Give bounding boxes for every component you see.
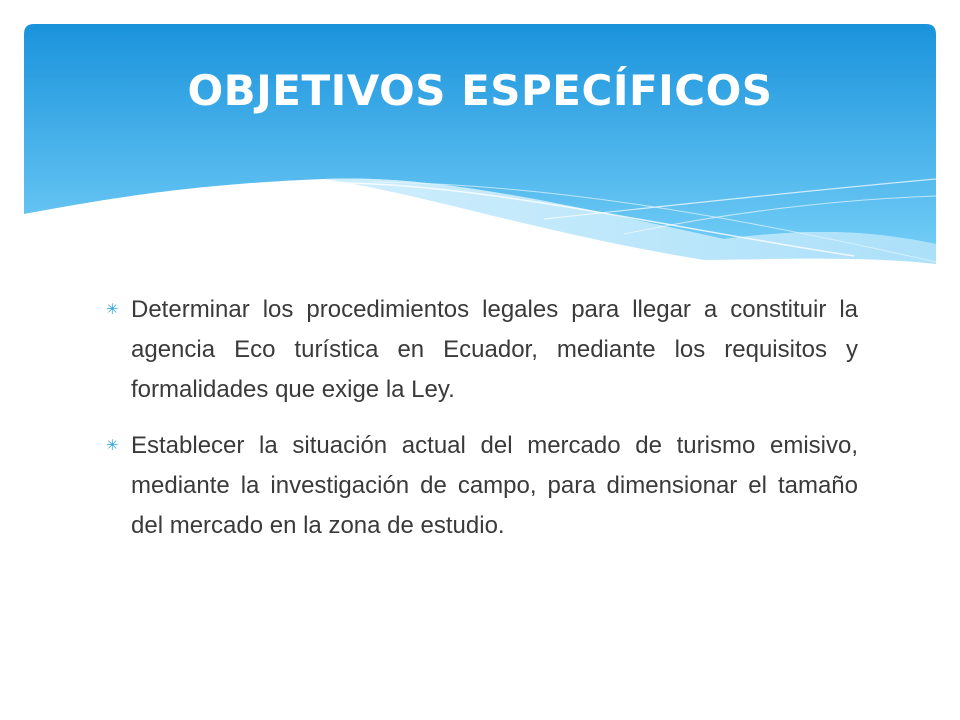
header-wave-banner (24, 24, 936, 274)
list-item (104, 426, 858, 546)
asterisk-icon: ✳ (106, 437, 119, 454)
slide-title: OBJETIVOS ESPECÍFICOS (187, 66, 773, 115)
bullet-text: Determinar los procedimientos legales para llegar a constituir la agencia Eco turística en Ecuador, mediante los requisitos y formalidades que exige la Ley. (131, 296, 858, 403)
asterisk-icon: ✳ (106, 301, 119, 318)
list-item (104, 290, 858, 410)
bullet-text: Establecer la situación actual del mercado de turismo emisivo, mediante la investigación de campo, para dimensionar el tamaño del mercado en la zona de estudio. (131, 432, 858, 539)
objectives-list (104, 290, 858, 562)
